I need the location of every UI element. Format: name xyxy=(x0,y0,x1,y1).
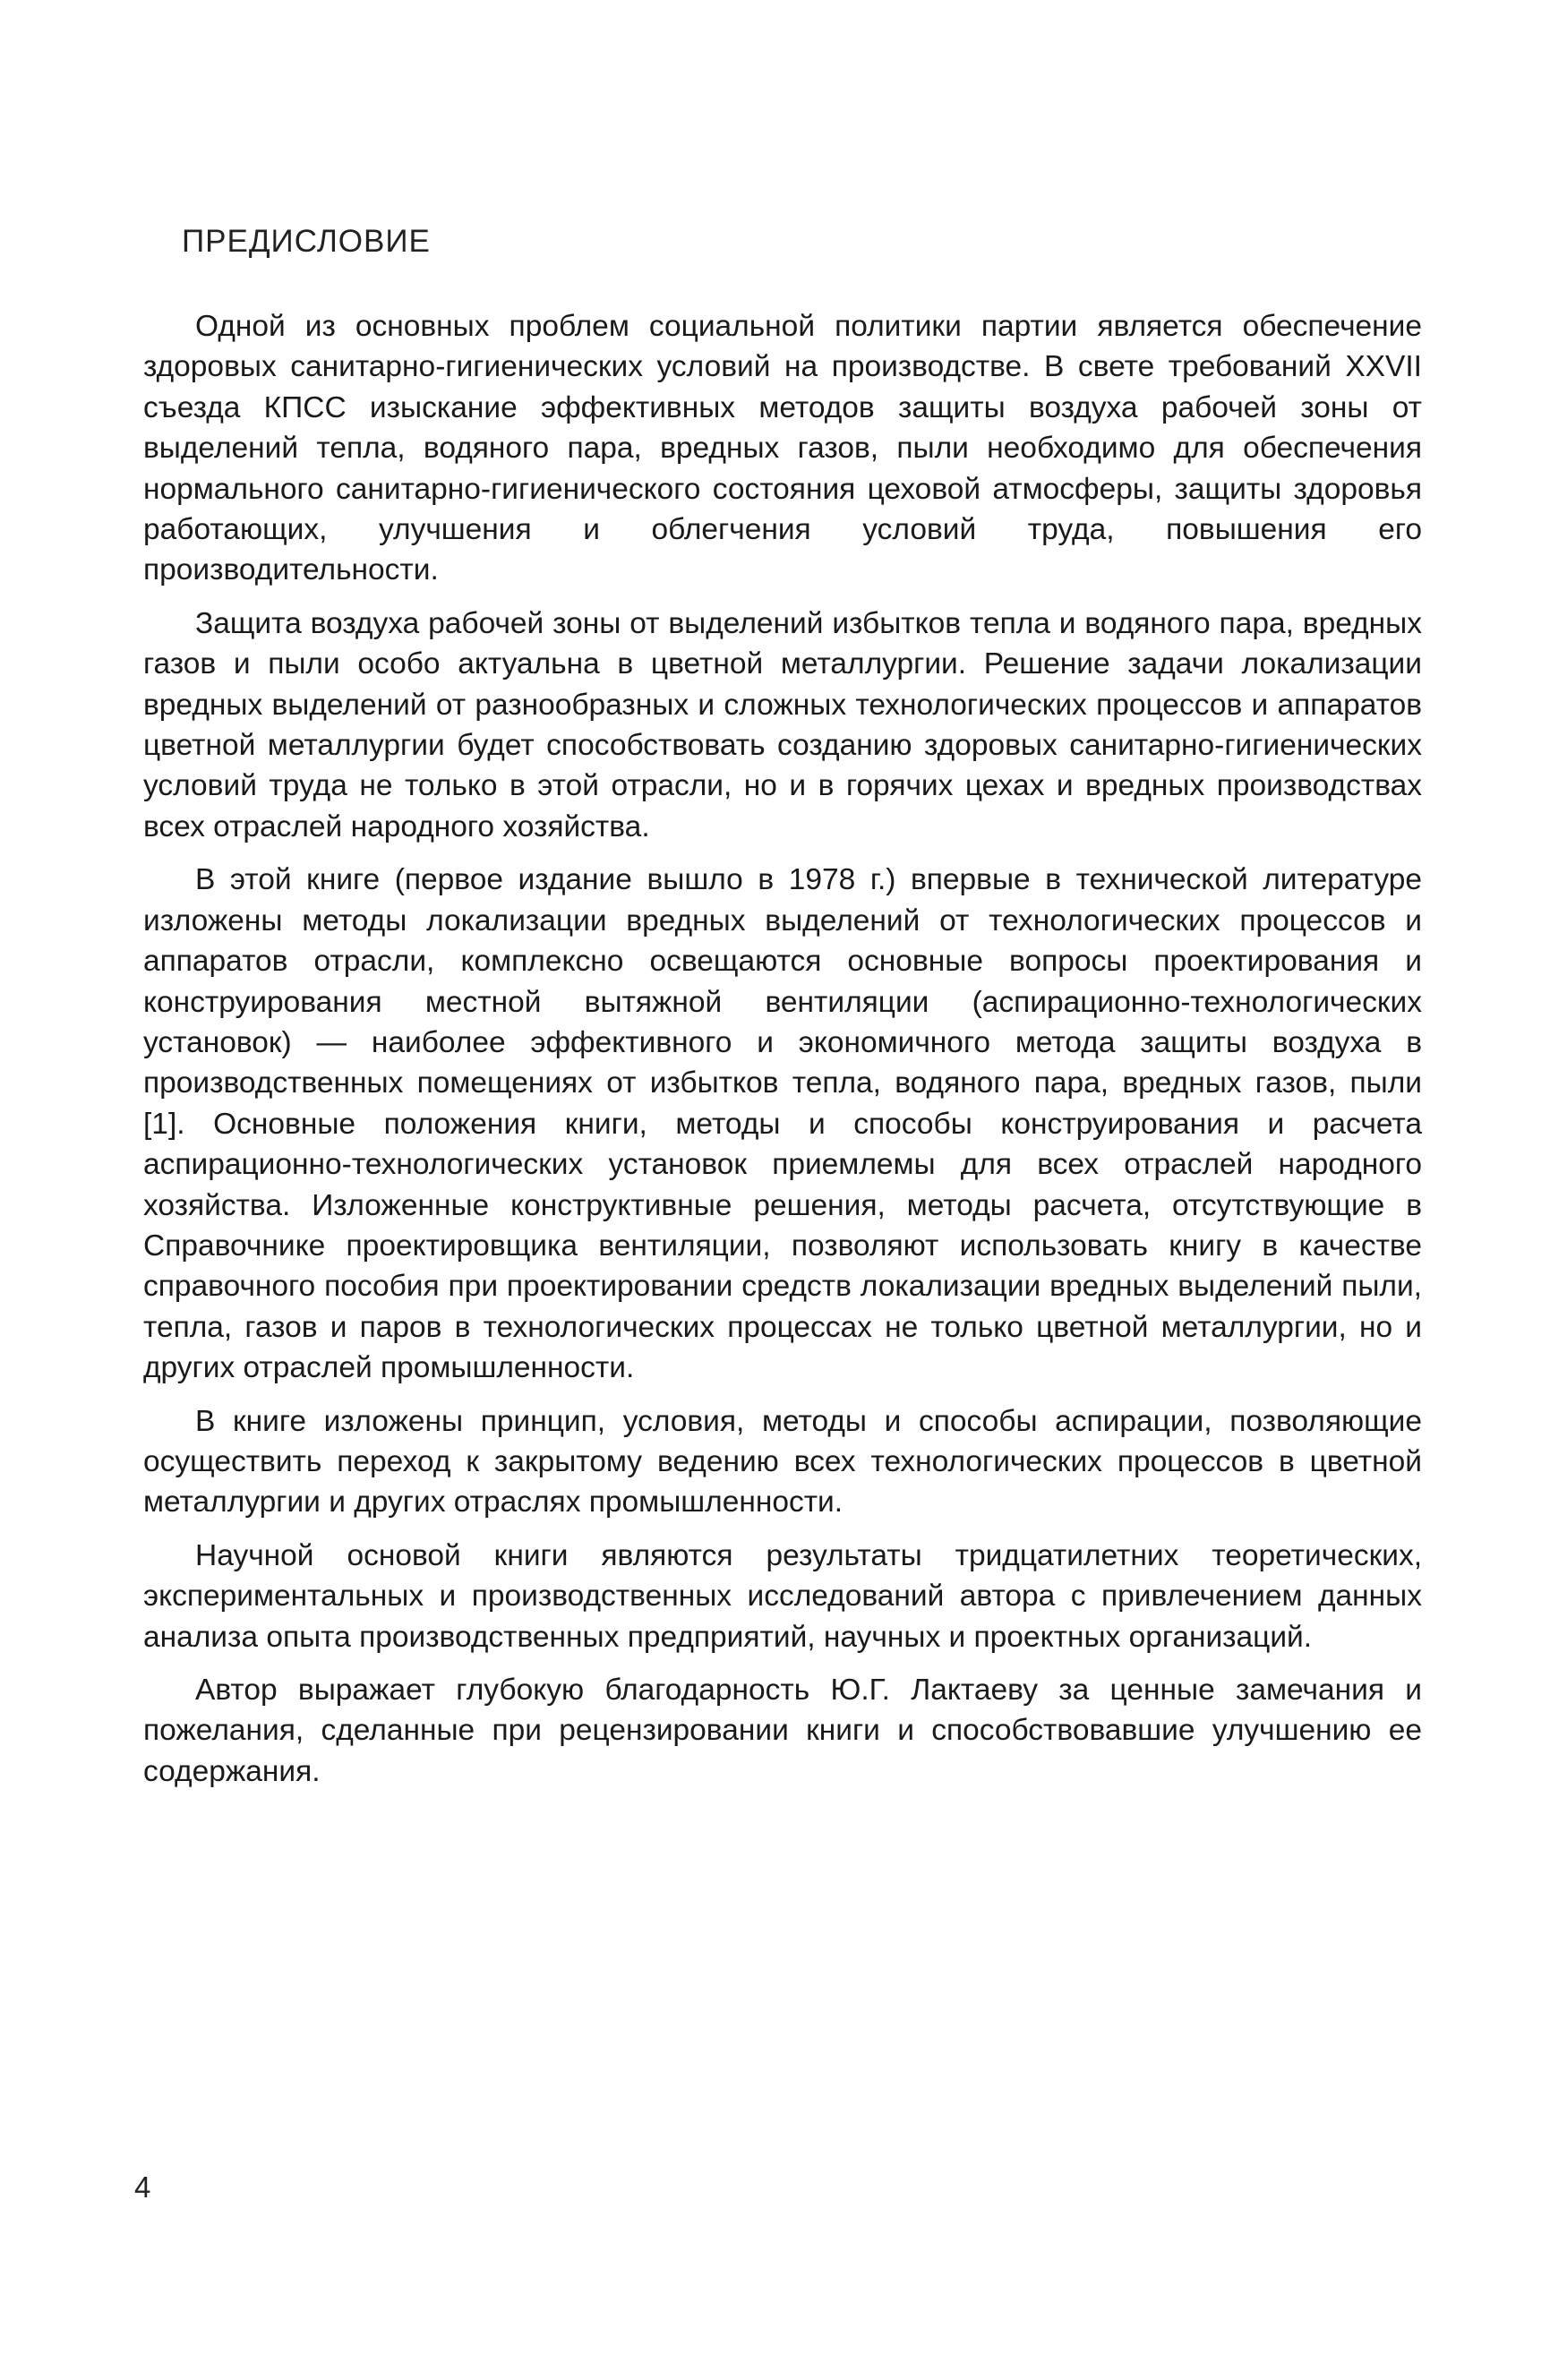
paragraph-5: Научной основой книги являются результаты тридцатилетних теоретических, экспериментальных и производственных исследований автора с привлечением данных анализа опыта производственных предприятий, научных и проектных организаций. xyxy=(143,1538,1422,1654)
paragraph-4: В книге изложены принцип, условия, методы и способы аспирации, позволяющие осуществить переход к закрытому ведению всех технологических процессов в цветной металлургии и других отраслях промышленности. xyxy=(143,1404,1422,1520)
paragraph-6: Автор выражает глубокую благодарность Ю.Г. Лактаеву за ценные замечания и пожелания, сделанные при рецензировании книги и способствовавшие улучшению ее содержания. xyxy=(143,1674,1422,1788)
paragraph-2: Защита воздуха рабочей зоны от выделений избытков тепла и водяного пара, вредных газов и пыли особо актуальна в цветной металлургии. Решение задачи локализации вредных выделений от разнообразных и сложных технологических процессов и аппаратов цветной металлургии будет способствовать созданию здоровых санитарно-гигиенических условий труда не только в этой отрасли, но и в горячих цехах и вредных производствах всех отраслей народного хозяйства. xyxy=(143,606,1422,843)
paragraph-1: Одной из основных проблем социальной политики партии является обеспечение здоровых санитарно-гигиенических условий на производстве. В свете требований XXVII съезда КПСС изыскание эффективных методов защиты воздуха рабочей зоны от выделений тепла, водяного пара, вредных газов, пыли необходимо для обеспечения нормального санитарно-гигиенического состояния цеховой атмосферы, защиты здоровья работающих, улучшения и облегчения условий труда, повышения его производительности. xyxy=(143,310,1422,587)
paragraph-3: В этой книге (первое издание вышло в 1978 г.) впервые в технической литературе изложены методы локализации вредных выделений от технологических процессов и аппаратов отрасли, комплексно освещаются основные вопросы проектирования и конструирования местной вытяжной вентиляции (аспирационно-технологических установок) — наиболее эффективного и экономичного метода защиты воздуха в производственных помещениях от избытков тепла, водяного пара, вредных газов, пыли [1]. Основные положения книги, методы и способы конструирования и расчета аспирационно-технологических установок приемлемы для всех отраслей народного хозяйства. Изложенные конструктивные решения, методы расчета, отсутствующие в Справочнике проектировщика вентиляции, позволяют использовать книгу в качестве справочного пособия при проектировании средств локализации вредных выделений пыли, тепла, газов и паров в технологических процессах не только цветной металлургии, но и других отраслей промышленности. xyxy=(143,863,1422,1385)
page-number: 4 xyxy=(134,2170,151,2204)
page-title: ПРЕДИСЛОВИЕ xyxy=(182,224,431,259)
preface-body xyxy=(143,306,1422,1804)
